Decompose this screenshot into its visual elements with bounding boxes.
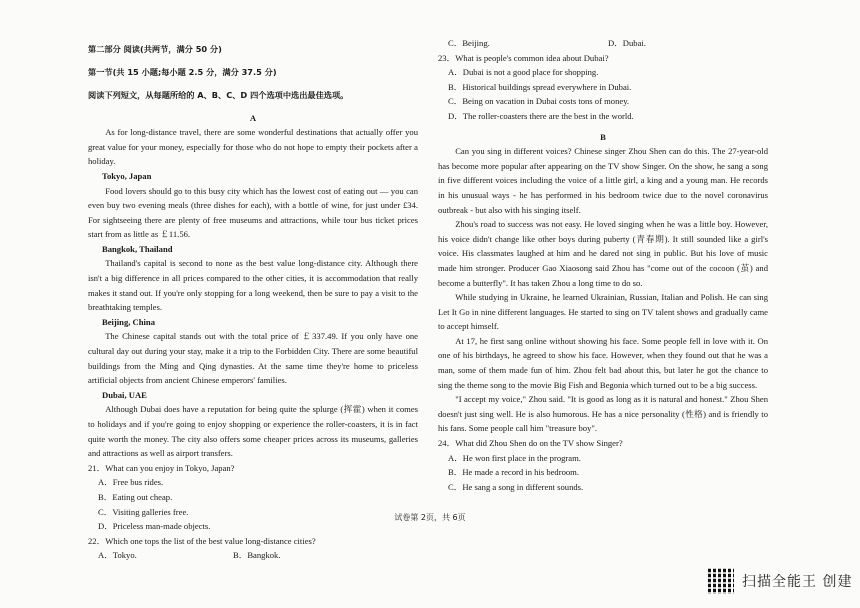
question-24: 24．What did Zhou Shen do on the TV show Singer? — [438, 438, 623, 449]
subsection-heading: 第一节(共 15 小题;每小题 2.5 分，满分 37.5 分) — [88, 66, 277, 77]
tokyo-heading: Tokyo, Japan — [102, 170, 152, 181]
q24-option-a: A．He won first place in the program. — [448, 452, 581, 463]
dubai-paragraph: Although Dubai does have a reputation for being quite the splurge (挥霍) when it comes to holidays and if you're going to enjoy shopping or experience the roller-coasters, it is in fact quite worth the money. The city also offers some cheaper prices across its museums, galleries and attractions as well as airport transfers. — [88, 404, 418, 459]
q23-option-a: A．Dubai is not a good place for shopping. — [448, 67, 599, 78]
q22-option-a: A．Tokyo. — [98, 550, 137, 561]
scanner-watermark — [708, 568, 852, 594]
question-22: 22．Which one tops the list of the best value long-distance cities? — [88, 535, 316, 546]
q22-options-row — [98, 548, 418, 563]
q22-options-row-2 — [448, 36, 768, 51]
q24-option-b: B．He made a record in his bedroom. — [448, 467, 580, 478]
passage-b-para-4: At 17, he first sang online without showing his face. Some people fell in love with it. On one of his birthdays, he agreed to show his face. However, when they found out that he was a man, some of them made fun of him. Zhou felt bad about this, but later he got the chance to sing the theme song to the movie Big Fish and Begonia which turned out to be a big success. — [438, 335, 768, 390]
q23-option-d: D．The roller-coasters there are the best in the world. — [448, 110, 634, 121]
dubai-heading: Dubai, UAE — [102, 389, 147, 400]
question-21: 21．What can you enjoy in Tokyo, Japan? — [88, 462, 235, 473]
passage-b-para-5: "I accept my voice," Zhou said. "It is good as long as it is natural and honest." Zhou Shen doesn't just sing well. He is also humorous. He has a nice personality (性格) and is friendly to his fans. Some people call him "treasure boy". — [438, 394, 768, 434]
q22-option-d: D．Dubai. — [608, 38, 646, 48]
q22-option-b: B．Bangkok. — [233, 550, 281, 561]
left-column — [88, 34, 418, 563]
bangkok-paragraph: Thailand's capital is second to none as the best value long-distance city. Although there isn't a big difference in all prices compared to the other cities, it is accommodation that really makes it stand out. If you're only stopping for a long weekend, then be sure to pay a visit to the breathtaking temples. — [88, 258, 418, 313]
page-footer: 试卷第 2页，共 6页 — [394, 513, 466, 522]
tokyo-paragraph: Food lovers should go to this busy city which has the lowest cost of eating out — you can even buy two evening meals (three dishes for each), with a bottle of wine, for just under £34. For sightseeing there are plenty of free museums and attractions, while tour bus ticket prices start from as little as ￡11.56. — [88, 185, 418, 240]
q23-option-c: C．Being on vacation in Dubai costs tons of money. — [448, 96, 630, 107]
right-column — [438, 36, 768, 494]
passage-b-para-1: Can you sing in different voices? Chinese singer Zhou Shen can do this. The 27-year-old has become more popular after appearing on the TV show Singer. On the show, he sang a song in five different voices including the voice of a little girl, a king and a young man. He records in his unusual ways - he has performed in his bedroom twice due to the novel coronavirus outbreak - but also with his singing itself. — [438, 146, 768, 215]
qr-code-icon — [708, 568, 734, 594]
question-23: 23．What is people's common idea about Dubai? — [438, 52, 609, 63]
passage-a-label: A — [249, 112, 257, 123]
beijing-paragraph: The Chinese capital stands out with the total price of ￡337.49. If you only have one cultural day out during your stay, make it a trip to the Forbidden City. There are some beautiful buildings from the Ming and Qing dynasties. At the same time they're home to priceless artificial objects from ancient Chinese emperors' families. — [88, 331, 418, 386]
q21-option-c: C．Visiting galleries free. — [98, 506, 189, 517]
instructions: 阅读下列短文，从每题所给的 A、B、C、D 四个选项中选出最佳选项。 — [88, 89, 349, 100]
q23-option-b: B．Historical buildings spread everywhere in Dubai. — [448, 81, 632, 92]
q21-option-d: D．Priceless man-made objects. — [98, 521, 211, 532]
q22-option-c: C．Beijing. — [448, 38, 490, 48]
passage-b-para-3: While studying in Ukraine, he learned Ukrainian, Russian, Italian and Polish. He can sing Let It Go in nine different languages. He started to sing on TV talent shows and gradually came to accept himself. — [438, 292, 768, 332]
passage-b-para-2: Zhou's road to success was not easy. He loved singing when he was a little boy. However, his voice didn't change like other boys during puberty (青春期). It still sounded like a girl's voice. His classmates laughed at him and he dared not sing in public. But his love of music made him stronger. Producer Gao Xiaosong said Zhou has "come out of the cocoon (茧) and become a butterfly". It has taken Zhou a long time to do so. — [438, 219, 768, 288]
q21-option-b: B．Eating out cheap. — [98, 491, 173, 502]
bangkok-heading: Bangkok, Thailand — [102, 243, 173, 254]
section-heading: 第二部分 阅读(共两节，满分 50 分) — [88, 44, 222, 55]
q21-option-a: A．Free bus rides. — [98, 477, 164, 488]
passage-b-label: B — [600, 131, 606, 142]
passage-a-intro: As for long-distance travel, there are some wonderful destinations that actually offer you great value for your money, especially for those who do not hope to empty their pockets after a holiday. — [88, 127, 418, 167]
q24-option-c: C．He sang a song in different sounds. — [448, 481, 584, 492]
beijing-heading: Beijing, China — [102, 316, 156, 327]
watermark-text: 扫描全能王 创建 — [742, 574, 853, 590]
